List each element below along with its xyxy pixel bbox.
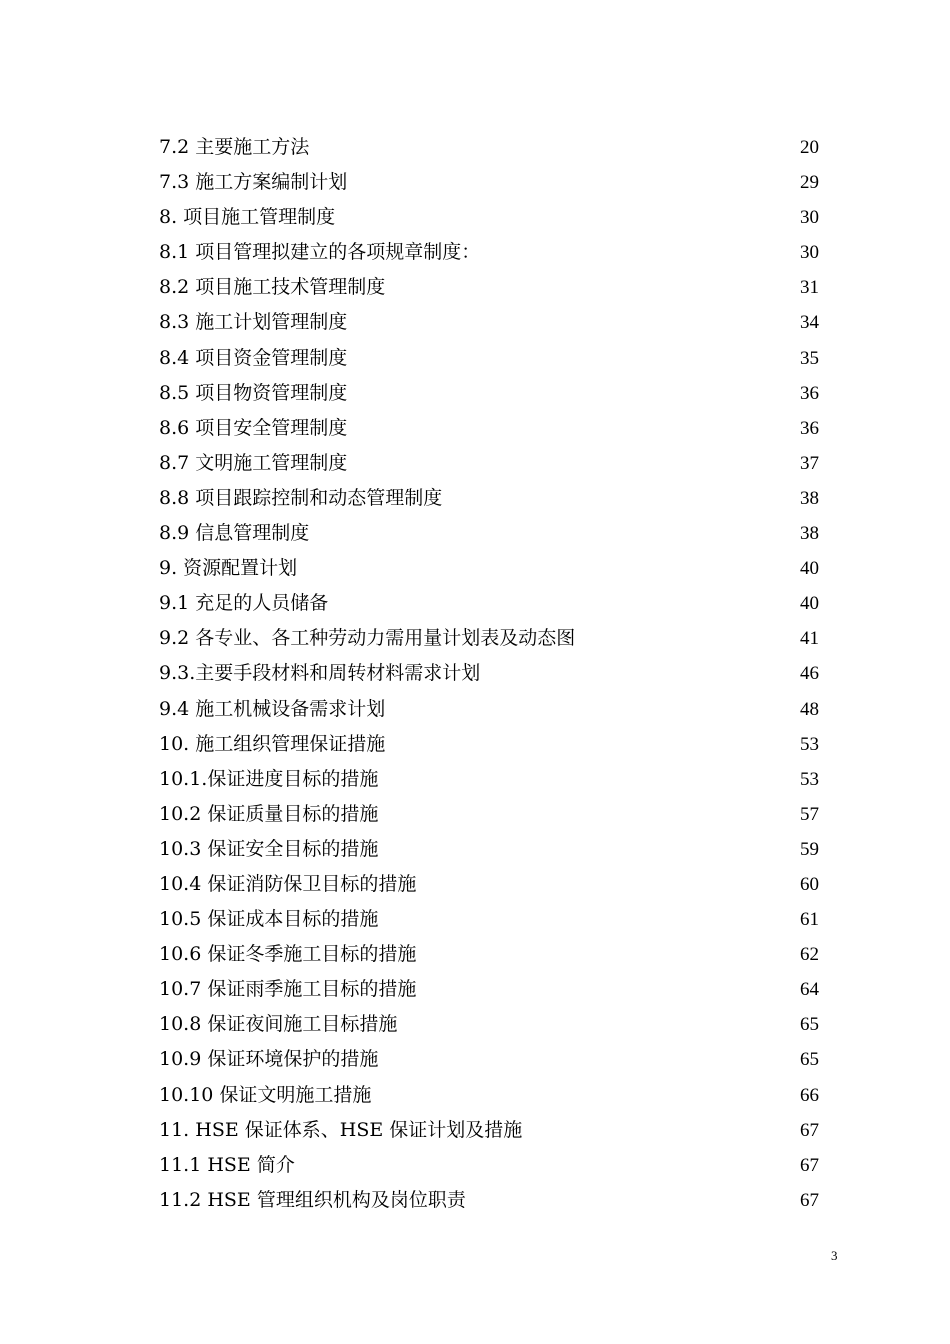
toc-entry-page: 36 bbox=[800, 417, 819, 439]
toc-entry-label: 10.5 保证成本目标的措施 bbox=[159, 908, 379, 931]
toc-entry-page: 34 bbox=[800, 312, 819, 334]
toc-entry-page: 62 bbox=[800, 944, 819, 966]
toc-entry[interactable] bbox=[159, 692, 819, 727]
toc-entry-label: 10.3 保证安全目标的措施 bbox=[159, 837, 379, 860]
toc-entry-label: 8.3 施工计划管理制度 bbox=[159, 311, 348, 334]
toc-entry[interactable] bbox=[159, 621, 819, 656]
toc-entry-label: 9.2 各专业、各工种劳动力需用量计划表及动态图 bbox=[159, 627, 576, 650]
toc-entry-label: 9.3.主要手段材料和周转材料需求计划 bbox=[159, 662, 481, 685]
toc-entry[interactable] bbox=[159, 305, 819, 340]
toc-entry[interactable] bbox=[159, 727, 819, 762]
toc-entry-page: 53 bbox=[800, 768, 819, 790]
toc-entry-label: 11. HSE 保证体系、HSE 保证计划及措施 bbox=[159, 1118, 523, 1141]
toc-entry-page: 65 bbox=[800, 1014, 819, 1036]
toc-entry-label: 9.4 施工机械设备需求计划 bbox=[159, 697, 386, 720]
toc-entry-label: 8.6 项目安全管理制度 bbox=[159, 416, 348, 439]
toc-entry[interactable] bbox=[159, 235, 819, 270]
toc-entry-label: 8.1 项目管理拟建立的各项规章制度： bbox=[159, 241, 481, 264]
toc-entry-page: 37 bbox=[800, 452, 819, 474]
toc-entry-label: 10.6 保证冬季施工目标的措施 bbox=[159, 943, 417, 966]
toc-entry[interactable] bbox=[159, 551, 819, 586]
toc-entry-page: 67 bbox=[800, 1154, 819, 1176]
toc-entry[interactable] bbox=[159, 797, 819, 832]
toc-entry[interactable] bbox=[159, 1042, 819, 1077]
toc-entry[interactable] bbox=[159, 1007, 819, 1042]
toc-entry[interactable] bbox=[159, 481, 819, 516]
toc-entry-label: 7.2 主要施工方法 bbox=[159, 136, 310, 158]
toc-entry-page: 40 bbox=[800, 558, 819, 580]
toc-entry-page: 48 bbox=[800, 698, 819, 720]
toc-entry-label: 8. 项目施工管理制度 bbox=[159, 206, 336, 229]
toc-entry-label: 8.7 文明施工管理制度 bbox=[159, 451, 348, 474]
toc-entry-label: 10. 施工组织管理保证措施 bbox=[159, 732, 386, 755]
toc-entry-label: 10.9 保证环境保护的措施 bbox=[159, 1048, 379, 1071]
toc-entry[interactable] bbox=[159, 867, 819, 902]
toc-entry-label: 10.4 保证消防保卫目标的措施 bbox=[159, 872, 417, 895]
toc-entry-label: 10.7 保证雨季施工目标的措施 bbox=[159, 978, 417, 1001]
toc-entry[interactable] bbox=[159, 341, 819, 376]
toc-entry-page: 20 bbox=[800, 137, 819, 158]
toc-entry-page: 66 bbox=[800, 1084, 819, 1106]
toc-entry-label: 11.1 HSE 简介 bbox=[159, 1153, 295, 1176]
toc-entry[interactable] bbox=[159, 411, 819, 446]
toc-entry-page: 59 bbox=[800, 838, 819, 860]
toc-entry-label: 8.9 信息管理制度 bbox=[159, 522, 310, 545]
toc-entry-page: 46 bbox=[800, 663, 819, 685]
toc-entry-label: 9.1 充足的人员储备 bbox=[159, 592, 329, 615]
toc-entry-page: 61 bbox=[800, 909, 819, 931]
toc-entry-page: 31 bbox=[800, 277, 819, 299]
toc-entry-label: 10.2 保证质量目标的措施 bbox=[159, 802, 379, 825]
toc-entry[interactable] bbox=[159, 446, 819, 481]
toc-entry[interactable] bbox=[159, 1113, 819, 1148]
toc-entry[interactable] bbox=[159, 165, 819, 200]
toc-entry[interactable] bbox=[159, 586, 819, 621]
toc-entry[interactable] bbox=[159, 1078, 819, 1113]
toc-entry-label: 10.1.保证进度目标的措施 bbox=[159, 767, 379, 790]
toc-entry-page: 30 bbox=[800, 242, 819, 264]
toc-entry[interactable] bbox=[159, 130, 819, 165]
toc-entry-page: 57 bbox=[800, 803, 819, 825]
toc-entry[interactable] bbox=[159, 656, 819, 691]
toc-entry-page: 35 bbox=[800, 347, 819, 369]
toc-entry-page: 30 bbox=[800, 207, 819, 229]
toc-entry-page: 38 bbox=[800, 523, 819, 545]
toc-entry-page: 38 bbox=[800, 487, 819, 509]
toc-entry[interactable] bbox=[159, 937, 819, 972]
toc-entry-label: 11.2 HSE 管理组织机构及岗位职责 bbox=[159, 1188, 466, 1211]
toc-entry-page: 40 bbox=[800, 593, 819, 615]
toc-entry-label: 8.2 项目施工技术管理制度 bbox=[159, 276, 386, 299]
toc-entry-label: 10.10 保证文明施工措施 bbox=[159, 1083, 372, 1106]
toc-entry-label: 8.5 项目物资管理制度 bbox=[159, 381, 348, 404]
toc-entry[interactable] bbox=[159, 1148, 819, 1183]
toc-entry[interactable] bbox=[159, 200, 819, 235]
toc-entry-label: 10.8 保证夜间施工目标措施 bbox=[159, 1013, 398, 1036]
toc-entry[interactable] bbox=[159, 832, 819, 867]
toc-entry[interactable] bbox=[159, 972, 819, 1007]
toc-entry[interactable] bbox=[159, 762, 819, 797]
table-of-contents bbox=[159, 130, 819, 1218]
toc-entry-label: 9. 资源配置计划 bbox=[159, 557, 298, 580]
page-number: 3 bbox=[831, 1248, 838, 1263]
toc-entry[interactable] bbox=[159, 516, 819, 551]
toc-entry-page: 53 bbox=[800, 733, 819, 755]
toc-entry-page: 41 bbox=[800, 628, 819, 650]
toc-entry[interactable] bbox=[159, 902, 819, 937]
toc-entry[interactable] bbox=[159, 270, 819, 305]
toc-entry-label: 7.3 施工方案编制计划 bbox=[159, 171, 348, 194]
toc-entry-page: 36 bbox=[800, 382, 819, 404]
toc-entry-label: 8.8 项目跟踪控制和动态管理制度 bbox=[159, 486, 443, 509]
toc-entry-page: 64 bbox=[800, 979, 819, 1001]
toc-entry-page: 60 bbox=[800, 873, 819, 895]
toc-entry-label: 8.4 项目资金管理制度 bbox=[159, 346, 348, 369]
toc-entry-page: 29 bbox=[800, 172, 819, 194]
toc-entry-page: 67 bbox=[800, 1189, 819, 1211]
toc-entry-page: 67 bbox=[800, 1119, 819, 1141]
toc-entry[interactable] bbox=[159, 376, 819, 411]
toc-entry-page: 65 bbox=[800, 1049, 819, 1071]
toc-entry[interactable] bbox=[159, 1183, 819, 1218]
